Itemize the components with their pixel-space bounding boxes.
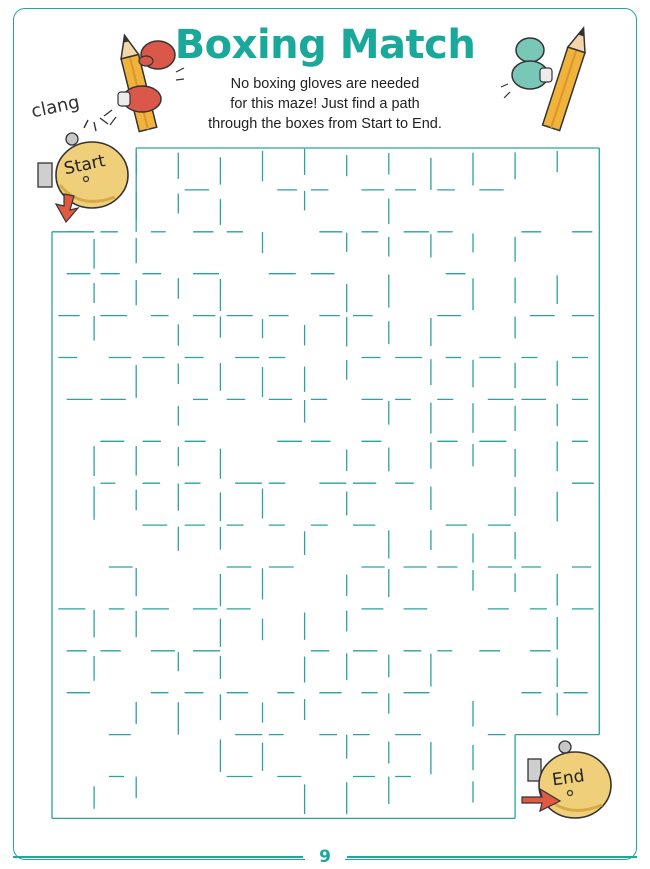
svg-text:End: End	[550, 766, 586, 791]
instruction-line-3: through the boxes from Start to End.	[208, 116, 442, 132]
page-number: 9	[305, 847, 345, 867]
instruction-line-2: for this maze! Just find a path	[230, 96, 420, 112]
instruction-line-1: No boxing gloves are needed	[230, 76, 420, 92]
page-title: Boxing Match	[174, 22, 476, 68]
svg-text:Start: Start	[62, 151, 108, 180]
svg-text:clang: clang	[29, 91, 82, 123]
red-arrow-icon	[52, 192, 92, 232]
red-arrow-icon	[518, 785, 568, 815]
